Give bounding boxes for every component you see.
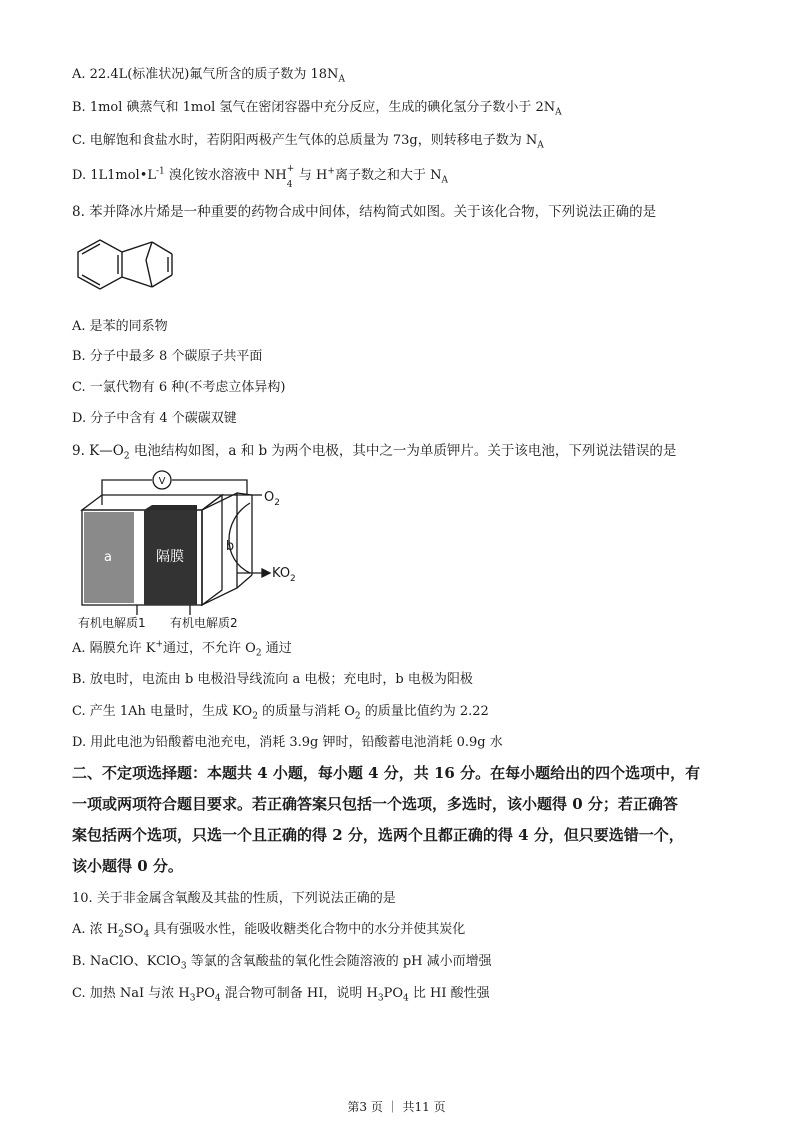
page-footer: 第3 页 ｜ 共11 页	[347, 1100, 446, 1114]
electrolyte2-label: 有机电解质2	[170, 616, 238, 630]
q9-option-a: A. 隔膜允许 K+通过，不允许 $O_2$ 通过	[72, 639, 292, 659]
electrode-b-label: b	[225, 539, 235, 554]
q10-option-c: C. 加热 NaI 与浓 $H_3PO_4$ 混合物可制备 HI，说明 $H_3PO_4$ 比 HI 酸性强	[72, 986, 490, 1004]
q9-option-c: C. 产生 1Ah 电量时，生成 $KO_2$ 的质量与消耗 $O_2$ 的质量比值约为 2.22	[72, 704, 489, 722]
o2-label: $O_2$	[264, 490, 280, 508]
q8-option-a: A. 是苯的同系物	[72, 319, 168, 334]
ko2-label: $KO_2$	[272, 566, 296, 584]
q10-option-a: A. 浓 $H_2SO_4$ 具有强吸水性，能吸收糖类化合物中的水分并使其炭化	[72, 922, 466, 940]
q10-option-b: B. NaClO、KClO$_3$ 等氯的含氧酸盐的氧化性会随溶液的 pH 减小而增强	[72, 954, 492, 972]
section2-line3: 案包括两个选项，只选一个且正确的得 2 分，选两个且都正确的得 4 分，但只要选错一个，	[72, 826, 684, 844]
section2-line1: 二、不定项选择题：本题共 4 小题，每小题 4 分，共 16 分。在每小题给出的四个选项中，有	[72, 764, 701, 782]
q7-option-a: A. 22.4L(标准状况)氟气所含的质子数为 $18N_A$	[72, 67, 345, 85]
q10-stem: 10. 关于非金属含氧酸及其盐的性质，下列说法正确的是	[72, 891, 396, 906]
q8-option-b: B. 分子中最多 8 个碳原子共平面	[72, 349, 263, 364]
q7-option-d: D. $1L1mol•L^{-1}$ 溴化铵水溶液中 NH + 4 与 H+离子数之和大于 $N_A$	[72, 164, 448, 190]
q7-option-b: B. 1mol 碘蒸气和 1mol 氢气在密闭容器中充分反应，生成的碘化氢分子数小于 $2N_A$	[72, 100, 562, 118]
q8-option-c: C. 一氯代物有 6 种(不考虑立体异构)	[72, 380, 286, 395]
q9-stem: 9. $K—O_2$ 电池结构如图，a 和 b 为两个电极，其中之一为单质钾片。关于该电池，下列说法错误的是	[72, 443, 677, 462]
k-o2-battery-diagram	[72, 465, 312, 630]
q8-option-d: D. 分子中含有 4 个碳碳双键	[72, 411, 237, 426]
electrolyte1-label: 有机电解质1	[78, 616, 146, 630]
membrane-label: 隔膜	[156, 549, 184, 565]
q7-option-c: C. 电解饱和食盐水时，若阴阳两极产生气体的总质量为 73g，则转移电子数为 $N_A$	[72, 133, 544, 151]
benzene-ring	[78, 240, 122, 289]
section2-line4: 该小题得 0 分。	[72, 857, 183, 875]
section2-line2: 一项或两项符合题目要求。若正确答案只包括一个选项，多选时，该小题得 0 分；若正确答	[72, 795, 678, 813]
benzonorbornadiene-structure	[72, 232, 192, 302]
electrode-a-label: a	[104, 550, 112, 565]
q9-option-d: D. 用此电池为铅酸蓄电池充电，消耗 3.9g 钾时，铅酸蓄电池消耗 0.9g 水	[72, 735, 503, 750]
voltmeter-label: V	[158, 476, 166, 487]
q9-option-b: B. 放电时，电流由 b 电极沿导线流向 a 电极；充电时，b 电极为阳极	[72, 672, 473, 687]
q8-stem: 8. 苯并降冰片烯是一种重要的药物合成中间体，结构简式如图。关于该化合物，下列说法正确的是	[72, 204, 657, 220]
